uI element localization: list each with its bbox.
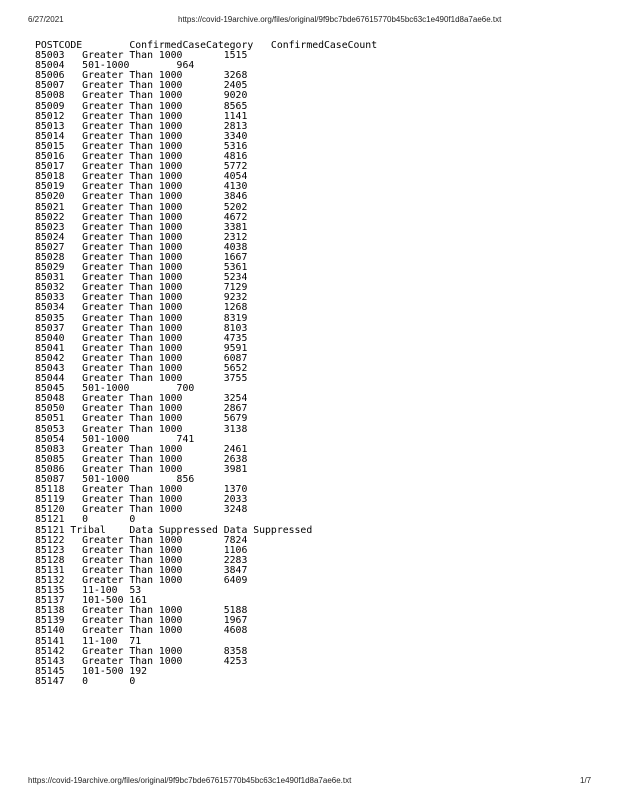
data-line: 85032 Greater Than 1000 7129 <box>35 282 248 294</box>
data-line: 85008 Greater Than 1000 9020 <box>35 90 248 102</box>
data-line: 85040 Greater Than 1000 4735 <box>35 332 248 344</box>
data-line: 85053 Greater Than 1000 3138 <box>35 423 248 435</box>
data-line: 85019 Greater Than 1000 4130 <box>35 181 248 193</box>
data-line: 85119 Greater Than 1000 2033 <box>35 494 248 506</box>
data-line: 85132 Greater Than 1000 6409 <box>35 574 248 586</box>
data-line: 85083 Greater Than 1000 2461 <box>35 443 248 455</box>
data-line: 85121 Tribal Data Suppressed Data Suppressed <box>35 524 313 536</box>
data-line: 85050 Greater Than 1000 2867 <box>35 403 248 415</box>
data-line: 85027 Greater Than 1000 4038 <box>35 241 248 253</box>
data-line: 85042 Greater Than 1000 6087 <box>35 352 248 364</box>
data-line: 85041 Greater Than 1000 9591 <box>35 342 248 354</box>
data-line: 85043 Greater Than 1000 5652 <box>35 363 248 374</box>
document-text <box>35 41 377 687</box>
data-line: 85123 Greater Than 1000 1106 <box>35 544 248 556</box>
data-line: 85147 0 0 <box>35 675 136 687</box>
data-line: 85143 Greater Than 1000 4253 <box>35 655 248 667</box>
data-line: 85028 Greater Than 1000 1667 <box>35 251 248 263</box>
data-line: 85003 Greater Than 1000 1515 <box>35 50 248 62</box>
data-line: 85044 Greater Than 1000 3755 <box>35 373 248 385</box>
page-url-header: https://covid-19archive.org/files/original/9f9bc7bde67615770b45bc63c1e490f1d8a7ae6e.txt <box>178 15 502 24</box>
data-line: 85051 Greater Than 1000 5679 <box>35 413 248 425</box>
data-line: 85138 Greater Than 1000 5188 <box>35 605 248 617</box>
data-line: 85135 11-100 53 <box>35 585 142 597</box>
data-line: 85145 101-500 192 <box>35 665 148 677</box>
data-line: 85122 Greater Than 1000 7824 <box>35 534 248 546</box>
data-line: 85013 Greater Than 1000 2813 <box>35 120 248 132</box>
data-line: 85120 Greater Than 1000 3248 <box>35 504 248 516</box>
data-line: 85029 Greater Than 1000 5361 <box>35 262 248 274</box>
data-line: 85006 Greater Than 1000 3268 <box>35 70 248 82</box>
data-line: 85009 Greater Than 1000 8565 <box>35 100 248 112</box>
data-line: 85045 501-1000 700 <box>35 383 195 395</box>
data-line: 85012 Greater Than 1000 1141 <box>35 110 248 122</box>
data-line: 85085 Greater Than 1000 2638 <box>35 453 248 465</box>
data-line: 85086 Greater Than 1000 3981 <box>35 463 248 475</box>
data-line: 85020 Greater Than 1000 3846 <box>35 191 248 203</box>
data-line: 85035 Greater Than 1000 8319 <box>35 312 248 324</box>
data-line: 85121 0 0 <box>35 514 136 526</box>
data-line: 85021 Greater Than 1000 5202 <box>35 201 248 213</box>
data-line: 85033 Greater Than 1000 9232 <box>35 292 248 304</box>
data-line: 85007 Greater Than 1000 2405 <box>35 80 248 92</box>
data-line: 85022 Greater Than 1000 4672 <box>35 211 248 223</box>
data-line: 85131 Greater Than 1000 3847 <box>35 564 248 576</box>
data-line: 85034 Greater Than 1000 1268 <box>35 302 248 314</box>
data-line: 85137 101-500 161 <box>35 595 148 607</box>
data-line: 85015 Greater Than 1000 5316 <box>35 140 248 152</box>
data-line: 85128 Greater Than 1000 2283 <box>35 554 248 566</box>
page-number: 1/7 <box>580 776 592 785</box>
data-line: 85140 Greater Than 1000 4608 <box>35 625 248 637</box>
data-line: 85014 Greater Than 1000 3340 <box>35 130 248 142</box>
data-line: 85031 Greater Than 1000 5234 <box>35 272 248 284</box>
data-line: 85139 Greater Than 1000 1967 <box>35 615 248 627</box>
data-line: 85004 501-1000 964 <box>35 60 195 72</box>
column-header-line: POSTCODE ConfirmedCaseCategory ConfirmedCaseCount <box>35 40 378 51</box>
data-line: 85016 Greater Than 1000 4816 <box>35 151 248 163</box>
data-line: 85118 Greater Than 1000 1370 <box>35 484 248 496</box>
data-line: 85087 501-1000 856 <box>35 474 195 486</box>
data-line: 85037 Greater Than 1000 8103 <box>35 322 248 334</box>
data-line: 85141 11-100 71 <box>35 635 142 647</box>
page-url-footer: https://covid-19archive.org/files/original/9f9bc7bde67615770b45bc63c1e490f1d8a7ae6e.txt <box>28 776 352 785</box>
print-date: 6/27/2021 <box>28 15 64 24</box>
data-line: 85017 Greater Than 1000 5772 <box>35 161 248 173</box>
data-line: 85054 501-1000 741 <box>35 433 195 445</box>
data-line: 85023 Greater Than 1000 3381 <box>35 221 248 233</box>
data-line: 85142 Greater Than 1000 8358 <box>35 645 248 657</box>
data-line: 85048 Greater Than 1000 3254 <box>35 393 248 405</box>
data-line: 85018 Greater Than 1000 4054 <box>35 171 248 183</box>
data-line: 85024 Greater Than 1000 2312 <box>35 231 248 243</box>
